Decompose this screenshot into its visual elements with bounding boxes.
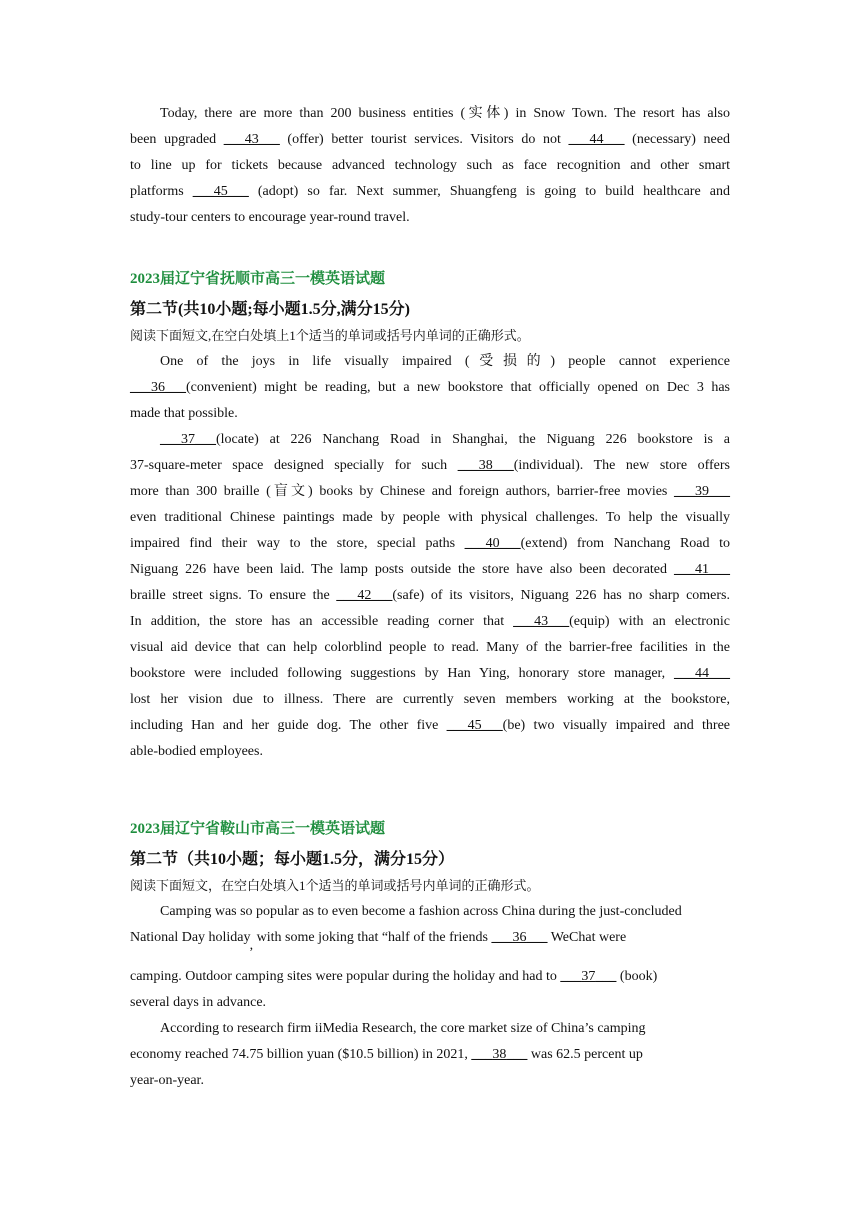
text-span: National Day holiday [130, 930, 250, 945]
answer-blank-37[interactable]: ___37___ [560, 969, 617, 984]
answer-blank-45[interactable]: ___45___ [192, 184, 249, 199]
text-span: (book) [616, 969, 658, 984]
text-span: impaired find their way to the store, special paths [130, 536, 465, 551]
text-span: was 62.5 percent up [527, 1047, 643, 1062]
text-span: Today, there are more than 200 business entities (实体) in Snow Town. The resort has also [160, 106, 730, 121]
text-span: been upgraded [130, 132, 224, 147]
text-span: bookstore were included following suggestions by Han Ying, honorary store manager, [130, 666, 674, 681]
passage-line [130, 713, 730, 739]
text-span: Niguang 226 have been laid. The lamp posts outside the store have also been decorated [130, 562, 674, 577]
fushun-subtitle: 第二节(共10小题;每小题1.5分,满分15分) [130, 301, 410, 318]
text-span: (convenient) might be reading, but a new bookstore that officially opened on Dec 3 has [186, 380, 730, 395]
comma-mark: , [249, 938, 254, 953]
intro-paragraph [130, 101, 730, 231]
answer-blank-37[interactable]: ___37___ [160, 432, 216, 447]
text-span: study-tour centers to encourage year-round travel. [130, 210, 410, 225]
passage-line [130, 739, 730, 765]
passage-line [130, 531, 730, 557]
text-span: (locate) at 226 Nanchang Road in Shanghai, the Niguang 226 bookstore is a [216, 432, 730, 447]
passage-line [130, 661, 730, 687]
answer-blank-42[interactable]: ___42___ [336, 588, 393, 603]
fushun-instruction: 阅读下面短文,在空白处填上1个适当的单词或括号内单词的正确形式。 [130, 328, 530, 343]
passage-line [130, 205, 730, 231]
text-span: visual aid device that can help colorblind people to read. Many of the barrier-free facilities in the [130, 640, 730, 655]
text-span: lost her vision due to illness. There are currently seven members working at the bookstore, [130, 692, 730, 707]
anshan-title: 2023届辽宁省鞍山市高三一模英语试题 [130, 821, 386, 837]
anshan-section [130, 816, 730, 1094]
text-span: In addition, the store has an accessible reading corner that [130, 614, 514, 629]
text-span: even traditional Chinese paintings made by people with physical challenges. To help the visually [130, 510, 730, 525]
anshan-para1-line2 [130, 925, 730, 951]
text-span: (safe) of its visitors, Niguang 226 has no sharp comers. [392, 588, 731, 603]
answer-blank-38[interactable]: ___38___ [471, 1047, 528, 1062]
text-span: (extend) from Nanchang Road to [520, 536, 730, 551]
answer-blank-38[interactable]: ___38___ [457, 458, 514, 473]
blank-number: 38 [492, 1047, 507, 1062]
text-span: camping. Outdoor camping sites were popular during the holiday and had to [130, 969, 561, 984]
passage-line [130, 401, 730, 427]
text-span: economy reached 74.75 billion yuan ($10.5 billion) in 2021, [130, 1047, 472, 1062]
passage-line [130, 505, 730, 531]
fushun-passage [130, 349, 730, 765]
blank-number: 36 [512, 930, 527, 945]
answer-blank-39[interactable]: ___39___ [674, 484, 730, 499]
text-span: One of the joys in life visually impaired (受损的) people cannot experience [160, 354, 730, 369]
anshan-para1-line1: Camping was so popular as to even become a fashion across China during the just-concluded [160, 904, 682, 919]
answer-blank-44[interactable]: ___44___ [674, 666, 730, 681]
text-span: platforms [130, 184, 193, 199]
intro-lines [130, 101, 730, 231]
passage-line [130, 557, 730, 583]
text-span: including Han and her guide dog. The other five [130, 718, 447, 733]
anshan-instruction: 阅读下面短文，在空白处填入1个适当的单词或括号内单词的正确形式。 [130, 878, 540, 893]
passage-line [130, 375, 730, 401]
text-span: made that possible. [130, 406, 238, 421]
answer-blank-36[interactable]: ___36___ [130, 380, 186, 395]
fushun-section [130, 266, 730, 765]
passage-line [130, 349, 730, 375]
anshan-para2-line2 [130, 1042, 730, 1068]
text-span: (individual). The new store offers [513, 458, 730, 473]
passage-line [130, 127, 730, 153]
anshan-subtitle: 第二节（共10小题；每小题1.5分，满分15分） [130, 851, 455, 868]
anshan-para2-line3: year-on-year. [130, 1073, 204, 1088]
answer-blank-41[interactable]: ___41___ [674, 562, 730, 577]
passage-line [130, 153, 730, 179]
passage-line [130, 583, 730, 609]
blank-number: 37 [581, 969, 596, 984]
passage-line [130, 609, 730, 635]
answer-blank-36[interactable]: ___36___ [491, 930, 548, 945]
text-span: able-bodied employees. [130, 744, 263, 759]
text-span: more than 300 braille (盲文) books by Chinese and foreign authors, barrier-free movies [130, 484, 674, 499]
text-span: to line up for tickets because advanced technology such as face recognition and other smart [130, 158, 730, 173]
answer-blank-44[interactable]: ___44___ [568, 132, 625, 147]
answer-blank-40[interactable]: ___40___ [464, 536, 521, 551]
passage-line [130, 635, 730, 661]
text-span: with some joking that “half of the friends [253, 930, 492, 945]
passage-line [130, 479, 730, 505]
text-span: (adopt) so far. Next summer, Shuangfeng is going to build healthcare and [248, 184, 731, 199]
answer-blank-43[interactable]: ___43___ [223, 132, 280, 147]
fushun-title: 2023届辽宁省抚顺市高三一模英语试题 [130, 271, 386, 287]
anshan-para2-line1: According to research firm iiMedia Research, the core market size of China’s camping [160, 1021, 646, 1036]
text-span: (be) two visually impaired and three [502, 718, 730, 733]
text-span: WeChat were [547, 930, 627, 945]
text-span: (equip) with an electronic [569, 614, 730, 629]
passage-line [130, 687, 730, 713]
passage-line [130, 101, 730, 127]
text-span: braille street signs. To ensure the [130, 588, 337, 603]
answer-blank-43[interactable]: ___43___ [513, 614, 570, 629]
text-span: (offer) better tourist services. Visitors do not [279, 132, 569, 147]
anshan-para1-line3 [130, 964, 730, 990]
text-span: 37-square-meter space designed specially for such [130, 458, 458, 473]
passage-line [130, 427, 730, 453]
anshan-para1-line4: several days in advance. [130, 995, 267, 1010]
text-span: (necessary) need [624, 132, 730, 147]
passage-line [130, 179, 730, 205]
answer-blank-45[interactable]: ___45___ [446, 718, 503, 733]
passage-line [130, 453, 730, 479]
